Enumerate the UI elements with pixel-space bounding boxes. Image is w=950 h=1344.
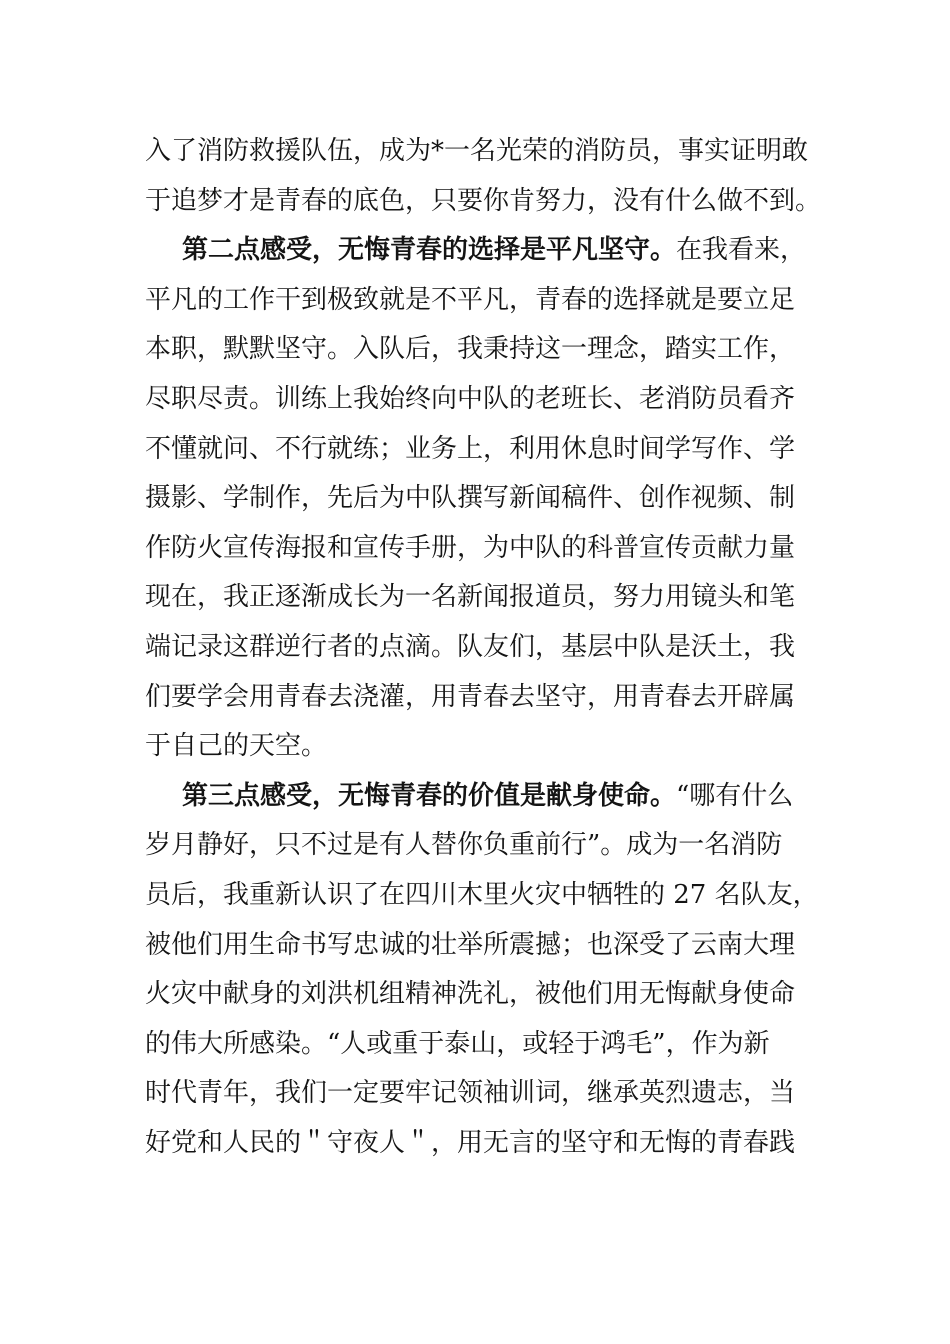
text-line: 们要学会用青春去浇灌，用青春去坚守，用青春去开辟属: [145, 681, 796, 712]
paragraph-2-first-line: [145, 226, 811, 276]
text-line: 作防火宣传海报和宣传手册，为中队的科普宣传贡献力量: [145, 532, 796, 563]
paragraph-2-heading: 第二点感受，无悔青春的选择是平凡坚守。: [182, 235, 677, 266]
text-line: 端记录这群逆行者的点滴。队友们，基层中队是沃土，我: [145, 631, 796, 662]
text-line: 摄影、学制作，先后为中队撰写新闻稿件、创作视频、制: [145, 483, 796, 514]
text-line: 现在，我正逐渐成长为一名新闻报道员，努力用镜头和笔: [145, 582, 796, 613]
paragraph-3-first-line-text: “哪有什么: [676, 780, 794, 811]
paragraph-3-heading: 第三点感受，无悔青春的价值是献身使命。: [182, 780, 677, 811]
text-line: 岁月静好，只不过是有人替你负重前行”。成为一名消防: [145, 830, 783, 861]
text-line: 好党和人民的＂守夜人＂，用无言的坚守和无悔的青春践: [145, 1127, 796, 1158]
text-line: 火灾中献身的刘洪机组精神洗礼，被他们用无悔献身使命: [145, 979, 796, 1010]
text-line: 于追梦才是青春的底色，只要你肯努力，没有什么做不到。: [145, 185, 822, 216]
text-line: 平凡的工作干到极致就是不平凡，青春的选择就是要立足: [145, 284, 796, 315]
text-line: 员后，我重新认识了在四川木里火灾中牺牲的 27 名队友，: [145, 879, 819, 910]
text-line: 尽职尽责。训练上我始终向中队的老班长、老消防员看齐: [145, 383, 796, 414]
paragraph-2-first-line-text: 在我看来，: [676, 235, 807, 266]
text-line: 的伟大所感染。“人或重于泰山，或轻于鸿毛”，作为新: [145, 1028, 770, 1059]
text-line: 被他们用生命书写忠诚的壮举所震撼；也深受了云南大理: [145, 929, 796, 960]
text-line: 于自己的天空。: [145, 731, 328, 762]
text-line: 时代青年，我们一定要牢记领袖训词，继承英烈遗志，当: [145, 1078, 796, 1109]
text-line: 本职，默默坚守。入队后，我秉持这一理念，踏实工作，: [145, 334, 796, 365]
text-line: 不懂就问、不行就练；业务上，利用休息时间学写作、学: [145, 433, 796, 464]
paragraph-3-first-line: [145, 772, 811, 822]
document-body: [145, 127, 822, 1168]
text-line: 入了消防救援队伍，成为*一名光荣的消防员，事实证明敢: [145, 136, 809, 166]
